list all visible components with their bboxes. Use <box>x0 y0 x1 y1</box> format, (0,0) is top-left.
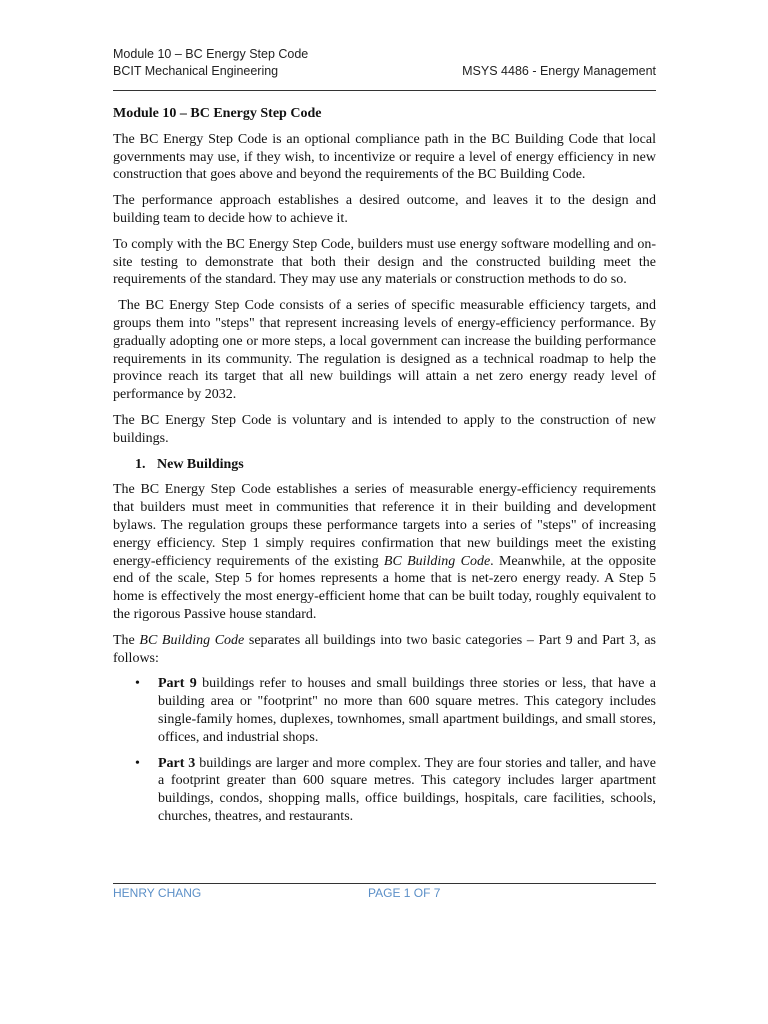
header-row <box>113 63 656 80</box>
category-list <box>113 675 656 825</box>
bold-label: Part 9 <box>158 676 197 692</box>
section-heading-new-buildings <box>113 456 656 474</box>
header-divider <box>113 90 656 91</box>
page-header <box>113 46 656 80</box>
footer-divider <box>113 883 656 884</box>
text-run: separates all buildings into two basic categories – Part 9 and Part 3, as follows: <box>113 632 657 666</box>
section-number: 1. <box>135 456 146 472</box>
footer-page-number: PAGE 1 OF 7 <box>368 886 441 900</box>
text-run: buildings refer to houses and small buildings three stories or less, that have a building area or "footprint" no more than 600 square metres. This category includes single-family homes, duplexes, townhomes, small apartment buildings, and small stores, offices, and industrial shops. <box>158 676 656 745</box>
text-run: . Meanwhile, at the opposite end of the scale, Step 5 for homes represents a home that is net-zero energy ready. A Step 5 home is effectively the most energy-efficient home that can be built today, roughly equivalent to the rigorous Passive house standard. <box>113 553 656 622</box>
paragraph-categories <box>113 632 656 668</box>
header-module-line: Module 10 – BC Energy Step Code <box>113 47 309 61</box>
paragraph-intro: The BC Energy Step Code is an optional compliance path in the BC Building Code that local governments may use, if they wish, to incentivize or require a level of energy efficiency in new construction that goes above and beyond the requirements of the BC Building Code. <box>113 131 656 183</box>
document-body <box>113 105 660 834</box>
text-run: buildings are larger and more complex. They are four stories and taller, and have a footprint greater than 600 square metres. This category includes larger apartment buildings, condos, shopping malls, office buildings, hospitals, care facilities, schools, churches, theatres, and restaurants. <box>158 755 656 824</box>
text-run: The BC Energy Step Code establishes a series of measurable energy-efficiency requirements that builders must meet in communities that reference it in their building and development bylaws. The regulation groups these performance targets into a series of "steps" of increasing energy efficiency. Step 1 simply requires confirmation that new buildings meet the existing energy-efficiency requirements of the existing <box>113 482 656 569</box>
header-department: BCIT Mechanical Engineering <box>113 64 279 78</box>
list-item-part-3 <box>113 755 656 826</box>
section-title: New Buildings <box>157 456 244 472</box>
italic-text: BC Building Code <box>383 553 491 569</box>
list-item-part-9 <box>113 675 656 746</box>
paragraph-compliance: To comply with the BC Energy Step Code, builders must use energy software modelling and on-site testing to demonstrate that both their design and the constructed building meet the requirements of the standard. They may use any materials or construction methods to do so. <box>113 236 656 288</box>
document-title: Module 10 – BC Energy Step Code <box>113 106 322 121</box>
paragraph-steps: The BC Energy Step Code consists of a series of specific measurable efficiency targets, and groups them into "steps" that represent increasing levels of energy-efficiency performance. By gradually adopting one or more steps, a local government can increase the building performance requirements in its community. The regulation is designed as a technical roadmap to help the province reach its target that all new buildings will attain a net zero energy ready level of performance by 2032. <box>113 298 660 403</box>
text-run: The <box>113 632 140 648</box>
paragraph-new-buildings <box>113 481 656 623</box>
italic-text: BC Building Code <box>139 632 245 648</box>
header-course: MSYS 4486 - Energy Management <box>462 64 656 78</box>
paragraph-performance: The performance approach establishes a desired outcome, and leaves it to the design and building team to decide how to achieve it. <box>113 193 656 226</box>
paragraph-voluntary: The BC Energy Step Code is voluntary and is intended to apply to the construction of new buildings. <box>113 412 656 446</box>
bold-label: Part 3 <box>158 755 196 771</box>
bullet-icon: • <box>135 676 140 692</box>
bullet-icon: • <box>135 755 140 771</box>
footer-author: HENRY CHANG <box>113 886 202 900</box>
